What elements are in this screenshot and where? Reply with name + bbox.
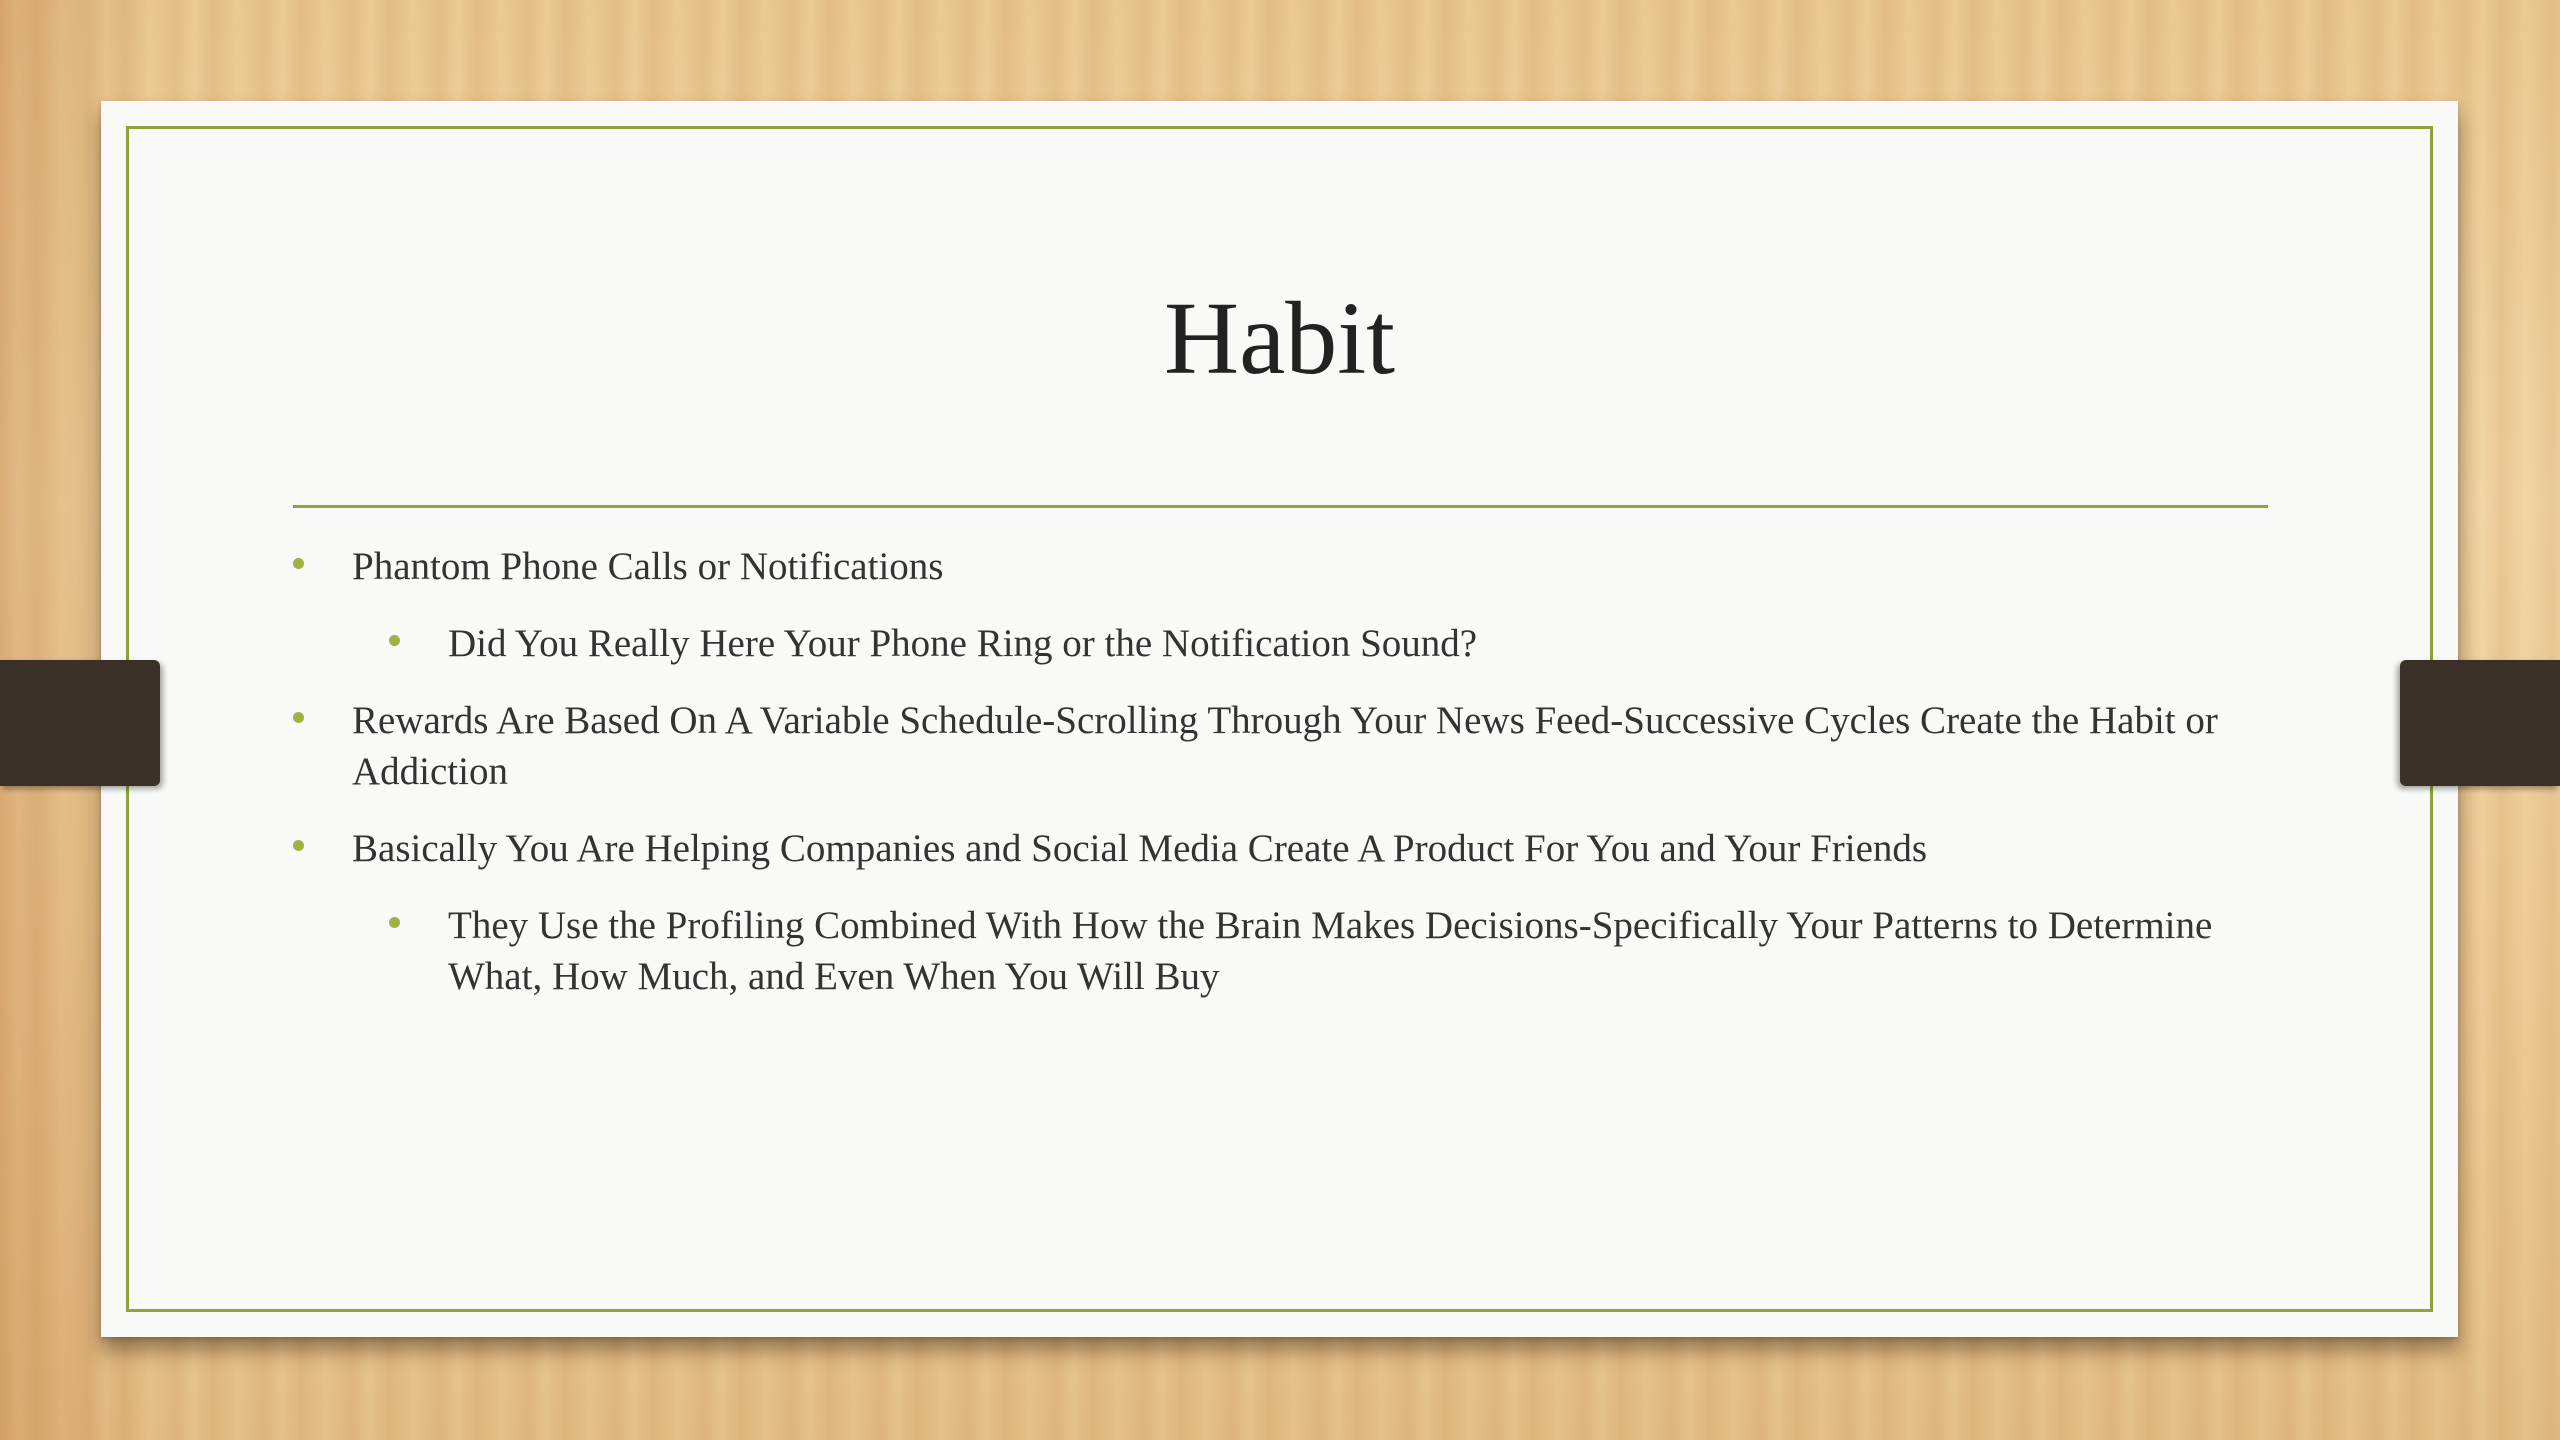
bullet-dot-icon	[389, 917, 400, 928]
bullet-dot-icon	[293, 840, 304, 851]
bullet-text: Basically You Are Helping Companies and Social Media Create A Product For You and Your Friends	[352, 827, 1928, 870]
sub-bullet-item	[293, 900, 2283, 1002]
right-binder-clip	[2400, 660, 2560, 786]
bullet-item	[293, 823, 2283, 874]
bullet-text: They Use the Profiling Combined With How the Brain Makes Decisions-Specifically Your Patterns to Determine What, How Much, and Even When You Will Buy	[448, 904, 2213, 998]
bullet-item	[293, 695, 2283, 797]
slide-paper	[101, 101, 2458, 1337]
left-binder-clip	[0, 660, 160, 786]
bullet-item	[293, 541, 2283, 592]
bullet-dot-icon	[293, 712, 304, 723]
title-divider	[293, 505, 2268, 508]
bullet-text: Phantom Phone Calls or Notifications	[352, 545, 944, 588]
slide-title: Habit	[1163, 281, 1396, 396]
bullet-dot-icon	[389, 635, 400, 646]
bullet-dot-icon	[293, 558, 304, 569]
bullet-list	[293, 541, 2283, 1028]
bullet-text: Rewards Are Based On A Variable Schedule-Scrolling Through Your News Feed-Successive Cycles Create the Habit or Addiction	[352, 699, 2218, 793]
bullet-text: Did You Really Here Your Phone Ring or the Notification Sound?	[448, 622, 1478, 665]
sub-bullet-item	[293, 618, 2283, 669]
